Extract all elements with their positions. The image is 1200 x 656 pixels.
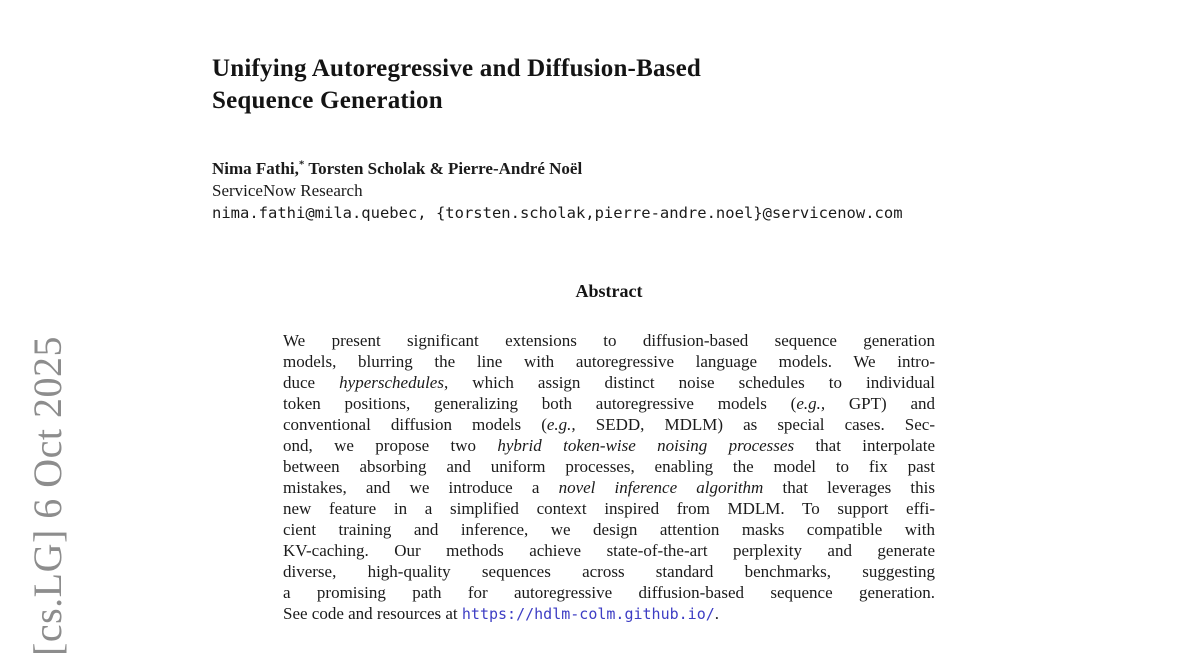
author-emails: nima.fathi@mila.quebec, {torsten.scholak,pierre-andre.noel}@servicenow.com	[212, 204, 903, 222]
abstract-line	[283, 456, 935, 477]
abstract-line	[283, 477, 935, 498]
abstract-text: See code and resources at	[283, 604, 462, 623]
abstract-text: that leverages this	[763, 478, 935, 497]
abstract-heading: Abstract	[575, 281, 643, 301]
author-block	[212, 158, 1002, 224]
abstract-line	[283, 372, 935, 393]
abstract-text: that interpolate	[794, 436, 935, 455]
abstract-body	[283, 330, 935, 625]
abstract-line	[283, 393, 935, 414]
abstract-line	[283, 414, 935, 435]
abstract-line	[283, 519, 935, 540]
abstract-emphasis: hybrid token-wise noising processes	[497, 436, 795, 455]
abstract-line	[283, 498, 935, 519]
abstract-emphasis: e.g.,	[546, 415, 576, 434]
abstract-text: We present significant extensions to diffusion-based sequence generation	[283, 331, 935, 350]
abstract-emphasis: novel inference algorithm	[558, 478, 764, 497]
abstract-text: duce	[283, 373, 340, 392]
abstract-line	[283, 561, 935, 582]
abstract-text: , which assign distinct noise schedules to individual	[443, 373, 935, 392]
abstract-text: ond, we propose two	[283, 436, 498, 455]
abstract-text: between absorbing and uniform processes, enabling the model to fix past	[283, 457, 935, 476]
abstract-text: token positions, generalizing both autoregressive models (	[283, 394, 797, 413]
abstract-line	[283, 582, 935, 603]
abstract-text: a promising path for autoregressive diffusion-based sequence generation.	[283, 583, 935, 602]
abstract-text: mistakes, and we introduce a	[283, 478, 559, 497]
abstract-text: KV-caching. Our methods achieve state-of-the-art perplexity and generate	[283, 541, 935, 560]
affiliation: ServiceNow Research	[212, 181, 363, 200]
abstract-line	[283, 330, 935, 351]
author-names	[212, 158, 1002, 180]
arxiv-watermark: [cs.LG] 6 Oct 2025	[25, 335, 70, 656]
code-link[interactable]: https://hdlm-colm.github.io/	[461, 605, 715, 623]
author-footnote-asterisk: *	[298, 158, 305, 171]
abstract-line	[283, 540, 935, 561]
abstract-text: diverse, high-quality sequences across standard benchmarks, suggesting	[283, 562, 935, 581]
abstract-line	[283, 435, 935, 456]
abstract-text: new feature in a simplified context inspired from MDLM. To support effi-	[283, 499, 935, 518]
abstract-line	[283, 603, 935, 625]
abstract-text: conventional diffusion models (	[283, 415, 547, 434]
abstract-text: cient training and inference, we design attention masks compatible with	[283, 520, 935, 539]
abstract-text: GPT) and	[825, 394, 935, 413]
paper-title-line1: Unifying Autoregressive and Diffusion-Based	[212, 55, 701, 82]
paper-title-line2: Sequence Generation	[212, 87, 443, 114]
abstract-emphasis: hyperschedules	[339, 373, 444, 392]
author-names-rest: Torsten Scholak & Pierre-André Noël	[304, 159, 583, 178]
abstract-line	[283, 351, 935, 372]
abstract-text: SEDD, MDLM) as special cases. Sec-	[575, 415, 935, 434]
paper-title	[212, 53, 1032, 117]
abstract-text: models, blurring the line with autoregressive language models. We intro-	[283, 352, 935, 371]
abstract-emphasis: e.g.,	[796, 394, 826, 413]
author-name-first: Nima Fathi,	[212, 159, 299, 178]
abstract-text: .	[714, 604, 720, 623]
